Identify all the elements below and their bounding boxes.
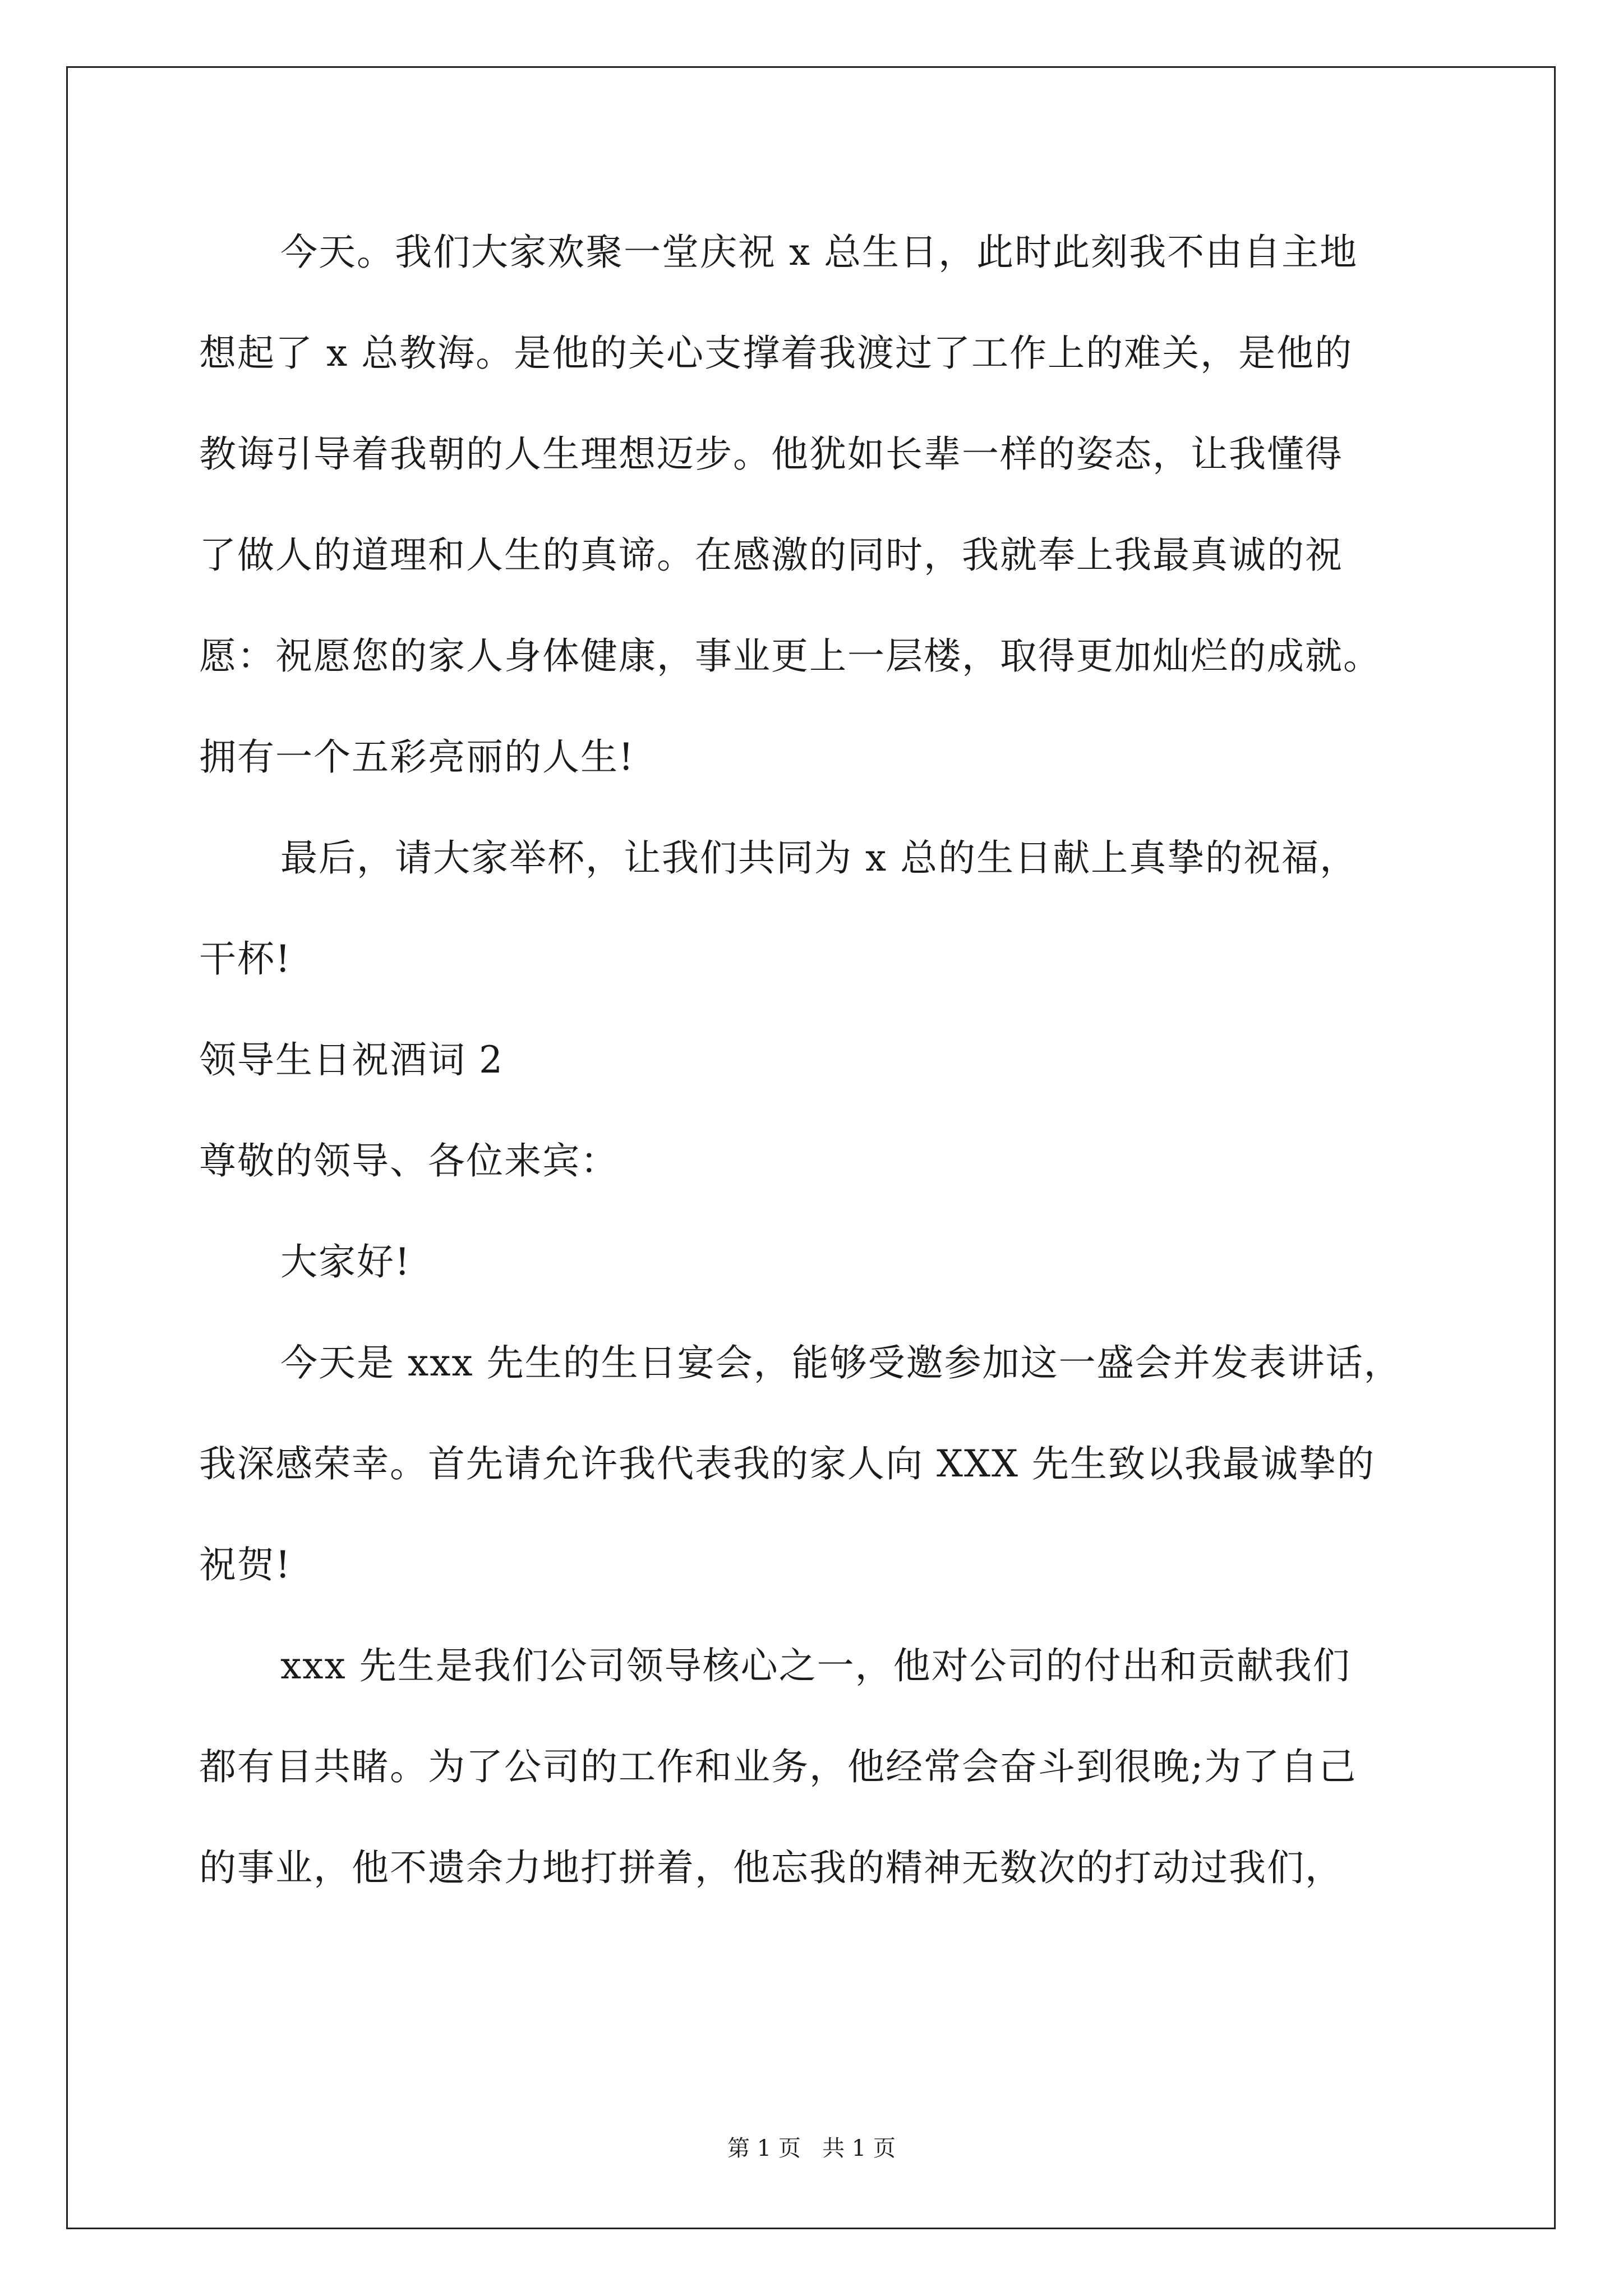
paragraph-line: 都有目共睹。为了公司的工作和业务，他经常会奋斗到很晚;为了自己 (199, 1745, 1357, 1788)
paragraph-line: 祝贺! (199, 1543, 292, 1586)
section-heading: 领导生日祝酒词 2 (199, 1038, 504, 1082)
paragraph-line: 干杯! (199, 937, 292, 981)
paragraph-line: xxx 先生是我们公司领导核心之一，他对公司的付出和贡献我们 (280, 1644, 1351, 1687)
paragraph-line: 今天是 xxx 先生的生日宴会，能够受邀参加这一盛会并发表讲话， (280, 1341, 1402, 1384)
paragraph-line: 我深感荣幸。首先请允许我代表我的家人向 XXX 先生致以我最诚挚的 (199, 1442, 1375, 1485)
paragraph-line: 想起了 x 总教海。是他的关心支撑着我渡过了工作上的难关，是他的 (199, 332, 1353, 375)
paragraph-line: 拥有一个五彩亮丽的人生! (199, 735, 635, 779)
paragraph-line: 今天。我们大家欢聚一堂庆祝 x 总生日，此时此刻我不由自主地 (280, 231, 1358, 274)
paragraph-line: 了做人的道理和人生的真谛。在感激的同时，我就奉上我最真诚的祝 (199, 533, 1343, 577)
salutation: 尊敬的领导、各位来宾： (199, 1139, 619, 1182)
paragraph-line: 教诲引导着我朝的人生理想迈步。他犹如长辈一样的姿态，让我懂得 (199, 432, 1343, 476)
page-footer: 第 1 页 共 1 页 (727, 2136, 896, 2161)
paragraph-line: 最后，请大家举杯，让我们共同为 x 总的生日献上真挚的祝福， (280, 836, 1358, 880)
greeting: 大家好! (280, 1240, 411, 1283)
paragraph-line: 愿：祝愿您的家人身体健康，事业更上一层楼，取得更加灿烂的成就。 (199, 634, 1381, 678)
paragraph-line: 的事业，他不遗余力地打拼着，他忘我的精神无数次的打动过我们， (199, 1846, 1343, 1889)
